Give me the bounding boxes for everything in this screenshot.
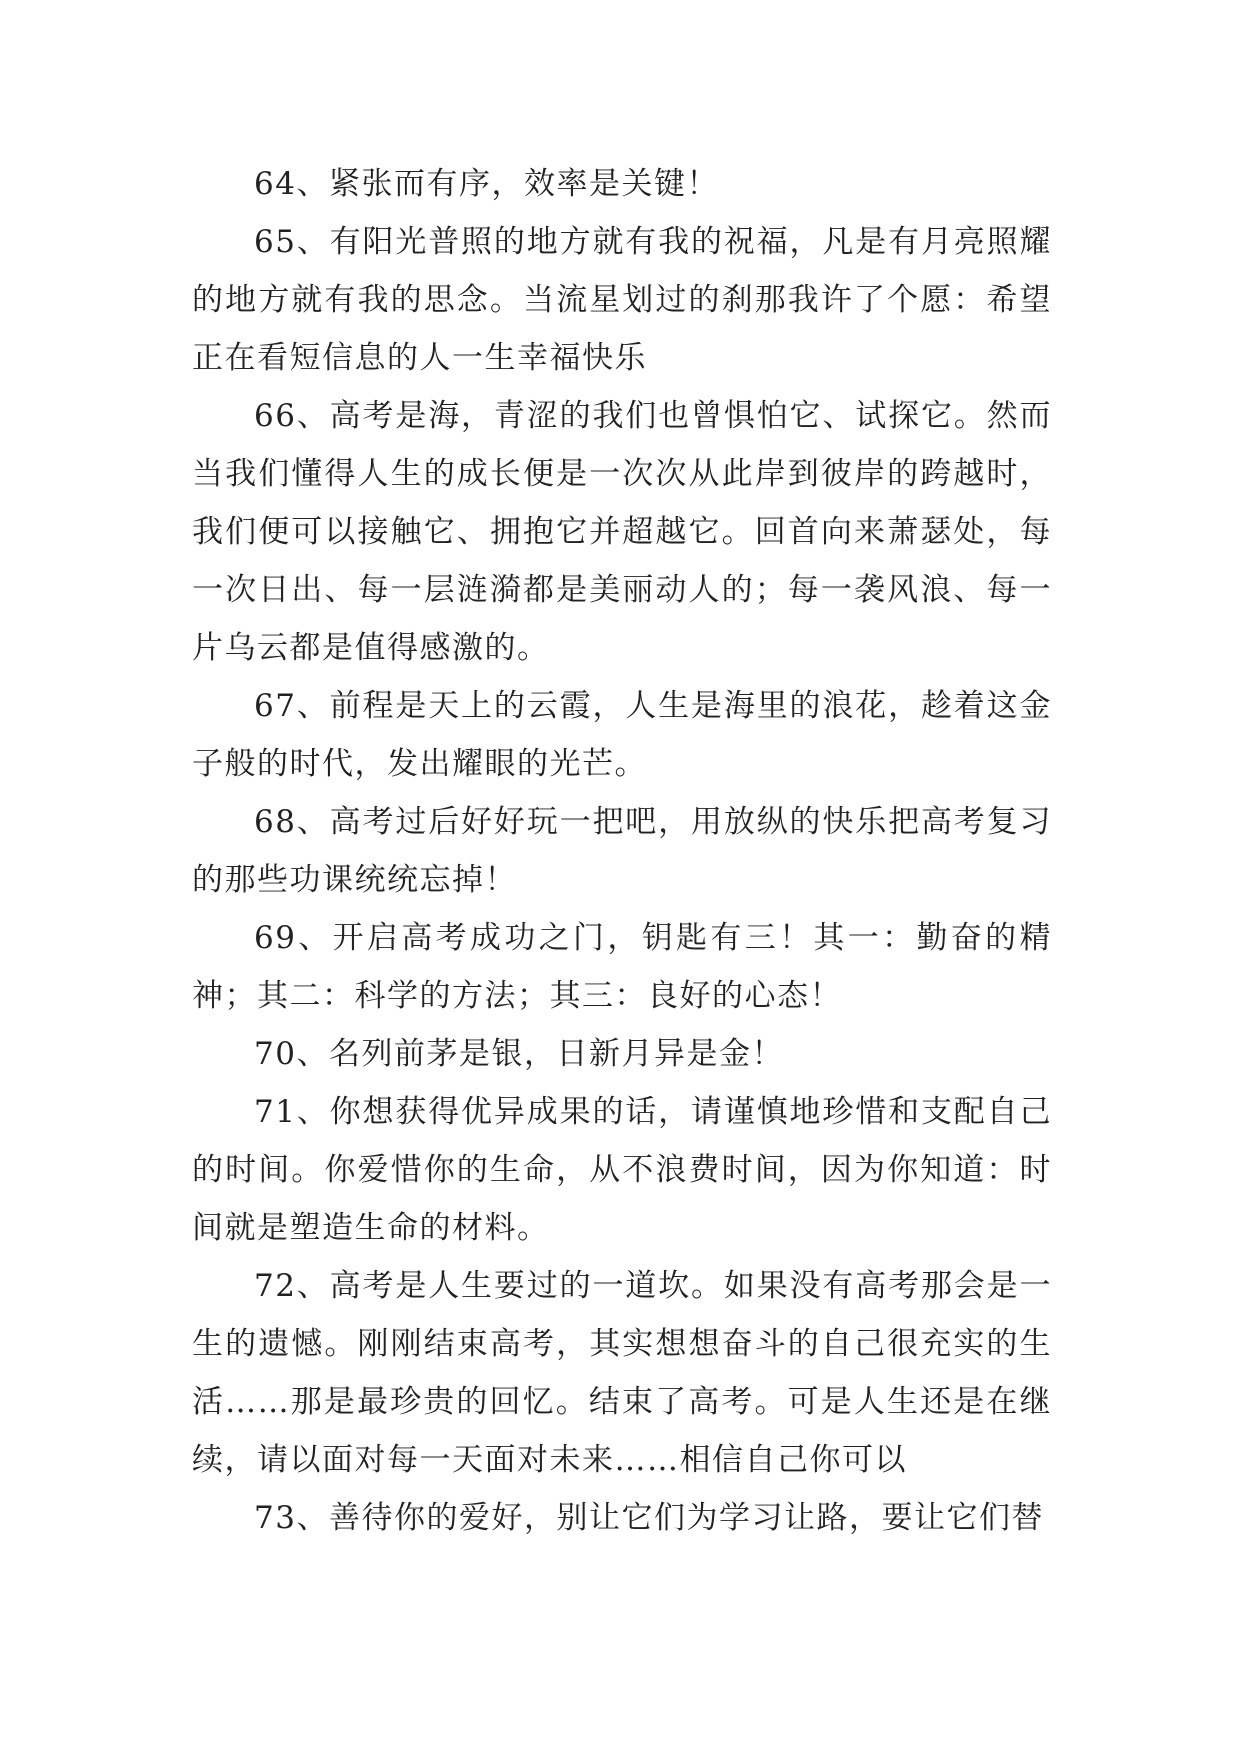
paragraph-71: 71、你想获得优异成果的话，请谨慎地珍惜和支配自己的时间。你爱惜你的生命，从不浪费时间，因为你知道：时间就是塑造生命的材料。 [192,1094,1052,1246]
paragraph-65: 65、有阳光普照的地方就有我的祝福，凡是有月亮照耀的地方就有我的思念。当流星划过的刹那我许了个愿：希望正在看短信息的人一生幸福快乐 [192,224,1052,376]
document-body [192,155,1052,1547]
paragraph-72: 72、高考是人生要过的一道坎。如果没有高考那会是一生的遗憾。刚刚结束高考，其实想想奋斗的自己很充实的生活……那是最珍贵的回忆。结束了高考。可是人生还是在继续，请以面对每一天面对未来……相信自己你可以 [192,1268,1052,1478]
paragraph-67: 67、前程是天上的云霞，人生是海里的浪花，趁着这金子般的时代，发出耀眼的光芒。 [192,688,1052,782]
paragraph-73: 73、善待你的爱好，别让它们为学习让路，要让它们替 [254,1500,1044,1536]
paragraph-68: 68、高考过后好好玩一把吧，用放纵的快乐把高考复习的那些功课统统忘掉！ [192,804,1052,898]
paragraph-70: 70、名列前茅是银，日新月异是金！ [254,1036,784,1072]
paragraph-66: 66、高考是海，青涩的我们也曾惧怕它、试探它。然而当我们懂得人生的成长便是一次次从此岸到彼岸的跨越时，我们便可以接触它、拥抱它并超越它。回首向来萧瑟处，每一次日出、每一层涟漪都是美丽动人的；每一袭风浪、每一片乌云都是值得感激的。 [192,398,1052,666]
paragraph-69: 69、开启高考成功之门，钥匙有三！其一：勤奋的精神；其二：科学的方法；其三：良好的心态！ [192,920,1052,1014]
paragraph-64: 64、紧张而有序，效率是关键！ [254,166,719,202]
